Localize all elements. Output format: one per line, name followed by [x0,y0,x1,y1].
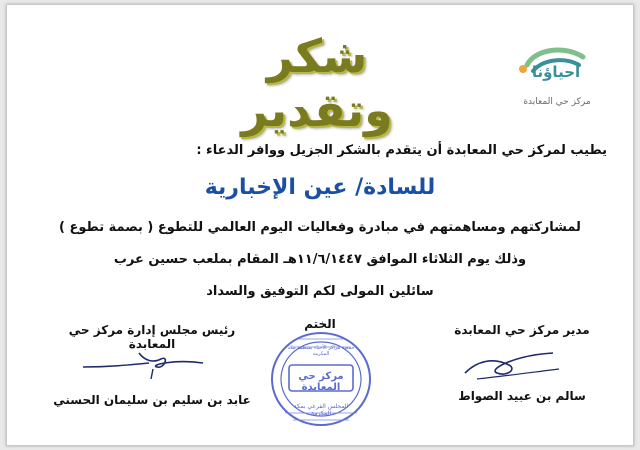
certificate [6,4,634,446]
body-line-1: لمشاركتهم ومساهمتهم في مبادرة وفعاليات اليوم العالمي للتطوع ( بصمة تطوع ) [59,220,581,235]
right-signatory-name: سالم بن عبيد الصواط [458,389,586,403]
stamp-bottom-text: المجلس الفرعي بمكة المكرمة [293,403,349,417]
closing-text: سائلين المولى لكم التوفيق والسداد [206,284,434,299]
official-stamp [269,327,373,431]
right-signature-icon [457,343,567,391]
logo-brand-text: أحياؤنا [531,63,581,81]
right-signatory-title: مدير مركز حي المعابدة [454,323,590,337]
certificate-title: شكر وتقدير [241,29,393,137]
left-signatory-title: رئيس مجلس إدارة مركز حي المعابدة [68,323,236,351]
left-signatory-name: عابد بن سليم بن سليمان الحسني [53,393,251,407]
stamp-center-text: مركز حي المعابدة [298,371,344,393]
body-line-2: وذلك يوم الثلاثاء الموافق ١١/٦/١٤٤٧هـ المقام بملعب حسين عرب [113,252,527,267]
logo-subtitle: مركز حي المعابدة [523,97,591,107]
left-signature-icon [79,345,209,385]
stamp-label: الختم [304,317,336,331]
intro-text: يطيب لمركز حي المعابدة أن يتقدم بالشكر الجزيل ووافر الدعاء : [196,143,607,158]
stamp-ring-text: جمعية مراكز الأحياء بمنطقة مكة المكرمة [287,345,355,357]
recipient-name: للسادة/ عين الإخبارية [204,175,436,200]
